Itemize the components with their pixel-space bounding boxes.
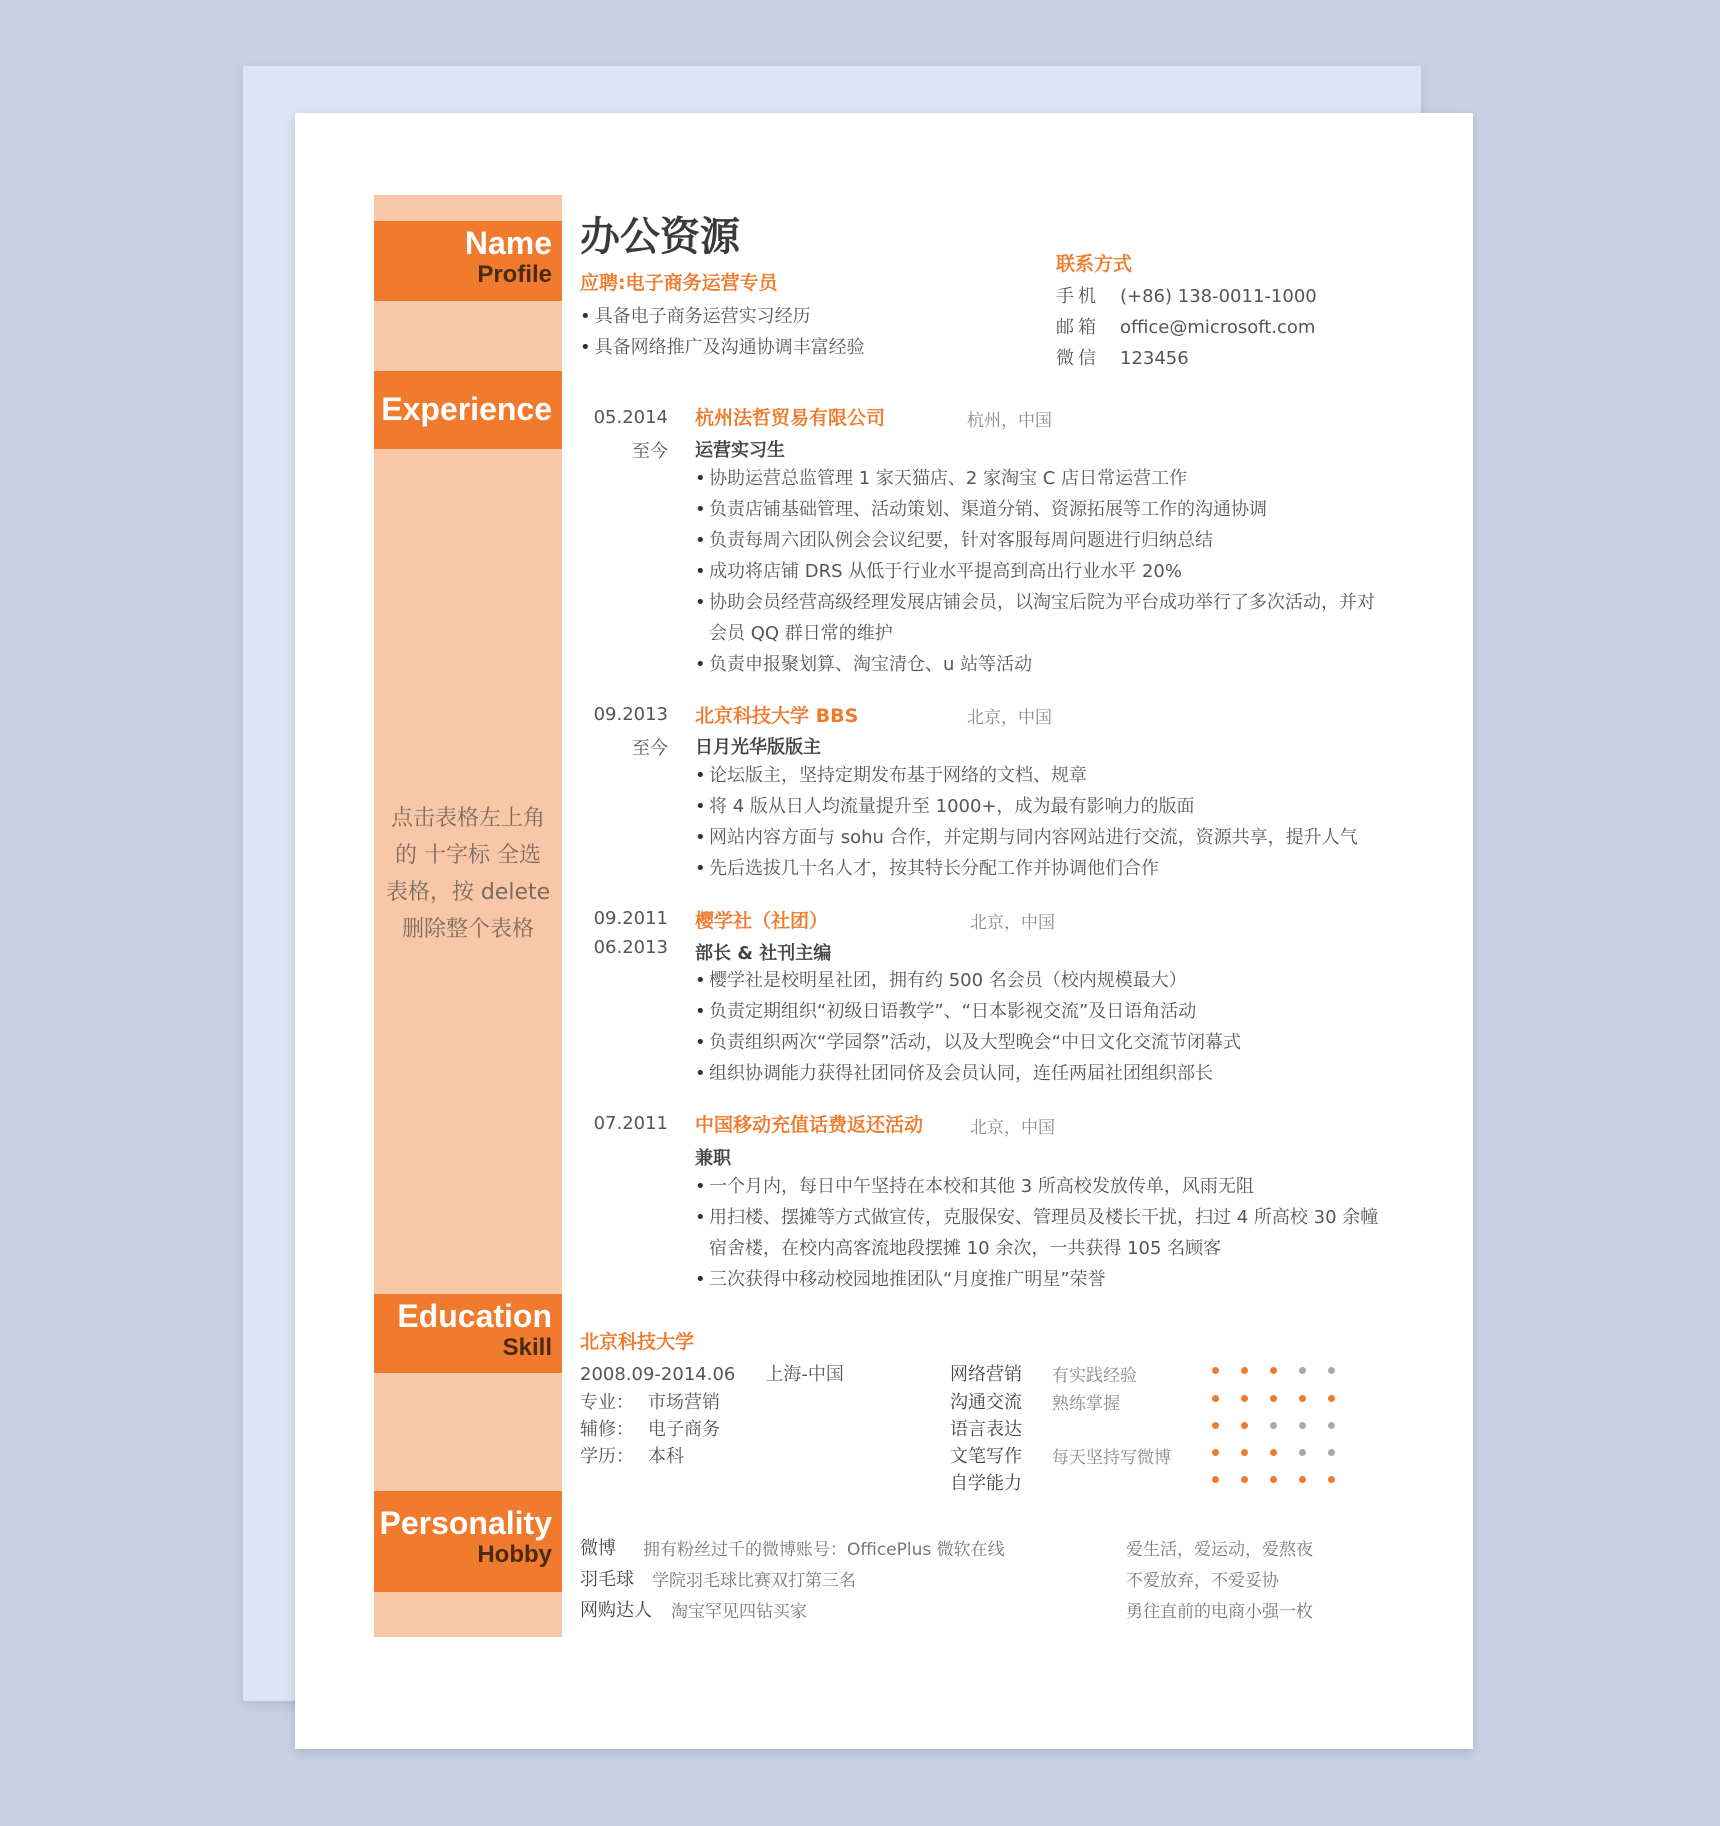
exp-bullet-text: 协助运营总监管理 1 家天猫店、2 家淘宝 C 店日常运营工作 — [709, 468, 1188, 489]
skill-name: 沟通交流 — [950, 1392, 1022, 1413]
exp-bullet-text: 负责申报聚划算、淘宝清仓、u 站等活动 — [709, 654, 1033, 675]
contact-label: 微信 — [1056, 348, 1100, 369]
highlight-text: 具备网络推广及沟通协调丰富经验 — [594, 337, 865, 358]
exp-bullet — [695, 587, 1385, 649]
tag-personality-label: Personality — [379, 1505, 552, 1541]
rating-dot-filled — [1212, 1367, 1219, 1374]
rating-dot-filled — [1212, 1476, 1219, 1483]
skill-name: 网络营销 — [950, 1364, 1022, 1385]
rating-dot-empty — [1328, 1449, 1335, 1456]
exp-bullet-text: 三次获得中移动校园地推团队“月度推广明星”荣誉 — [709, 1269, 1106, 1290]
bullet-dot: • — [695, 592, 706, 613]
exp-bullet — [695, 1171, 1385, 1202]
exp-bullet-text: 樱学社是校明星社团，拥有约 500 名会员（校内规模最大） — [709, 970, 1187, 991]
rating-dot-filled — [1212, 1449, 1219, 1456]
section-tag-name-profile — [374, 221, 562, 301]
exp-bullet-text: 先后选拔几十名人才，按其特长分配工作并协调他们合作 — [709, 858, 1159, 879]
section-tag-personality-hobby — [374, 1491, 562, 1592]
hobby-desc: 淘宝罕见四钻买家 — [671, 1602, 807, 1622]
edu-value: 市场营销 — [648, 1392, 720, 1413]
section-tag-experience — [374, 371, 562, 449]
contact-value[interactable]: (+86) 138-0011-1000 — [1120, 286, 1317, 307]
exp-bullet-text: 负责组织两次“学园祭”活动，以及大型晚会“中日文化交流节闭幕式 — [709, 1032, 1241, 1053]
exp-org: 杭州法哲贸易有限公司 — [695, 407, 886, 429]
side-note-line: 表格，按 delete — [385, 880, 551, 905]
exp-bullet-text: 论坛版主，坚持定期发布基于网络的文档、规章 — [709, 765, 1087, 786]
exp-role: 运营实习生 — [695, 440, 785, 461]
exp-bullet — [695, 996, 1385, 1027]
exp-bullet — [695, 1058, 1385, 1089]
highlight-item — [580, 333, 865, 359]
hobby-desc: 学院羽毛球比赛双打第三名 — [652, 1571, 856, 1591]
rating-dot-filled — [1212, 1422, 1219, 1429]
bullet-dot: • — [695, 1032, 706, 1053]
exp-location: 杭州，中国 — [967, 411, 1052, 431]
exp-bullet — [695, 1202, 1385, 1264]
highlight-text: 具备电子商务运营实习经历 — [594, 306, 811, 327]
contact-wechat — [1056, 344, 1189, 370]
edu-row — [580, 1415, 720, 1441]
rating-dot-filled — [1299, 1395, 1306, 1402]
bullet-dot: • — [695, 970, 706, 991]
edu-label: 辅修： — [580, 1419, 634, 1440]
exp-bullet — [695, 649, 1385, 680]
rating-dot-filled — [1270, 1367, 1277, 1374]
hobby-name: 网购达人 — [580, 1600, 652, 1621]
bullet-dot: • — [695, 530, 706, 551]
bullet-dot: • — [580, 306, 591, 327]
hobby-desc: 拥有粉丝过千的微博账号：OfficePlus 微软在线 — [643, 1540, 1005, 1560]
exp-org: 中国移动充值话费返还活动 — [695, 1114, 924, 1136]
bullet-dot: • — [695, 1207, 706, 1228]
exp-bullet — [695, 494, 1385, 525]
tag-hobby-label: Hobby — [477, 1541, 552, 1568]
rating-dot-filled — [1270, 1395, 1277, 1402]
exp-bullet-text: 成功将店铺 DRS 从低于行业水平提高到高出行业水平 20% — [709, 561, 1182, 582]
exp-date-start: 09.2013 — [593, 704, 668, 725]
rating-dot-filled — [1241, 1395, 1248, 1402]
edu-place: 上海-中国 — [765, 1364, 844, 1385]
rating-dot-empty — [1299, 1422, 1306, 1429]
section-tag-education-skill — [374, 1294, 562, 1373]
exp-org: 北京科技大学 BBS — [695, 705, 859, 727]
exp-bullet — [695, 525, 1385, 556]
exp-bullet-text: 组织协调能力获得社团同侪及会员认同，连任两届社团组织部长 — [709, 1063, 1213, 1084]
skill-desc: 有实践经验 — [1052, 1366, 1137, 1386]
rating-dot-filled — [1270, 1449, 1277, 1456]
rating-dot-filled — [1328, 1476, 1335, 1483]
rating-dot-empty — [1328, 1367, 1335, 1374]
contact-title: 联系方式 — [1056, 253, 1133, 275]
rating-dot-filled — [1212, 1395, 1219, 1402]
personality-line: 爱生活，爱运动，爱熬夜 — [1126, 1540, 1313, 1560]
exp-bullet — [695, 965, 1385, 996]
exp-date-end: 06.2013 — [593, 937, 668, 958]
side-note-line: 删除整个表格 — [401, 917, 534, 942]
skill-name: 自学能力 — [950, 1473, 1022, 1494]
contact-email — [1056, 313, 1315, 339]
edu-period-row — [580, 1360, 844, 1386]
candidate-name: 办公资源 — [580, 214, 740, 260]
edu-row — [580, 1442, 684, 1468]
bullet-dot: • — [695, 1269, 706, 1290]
edu-school: 北京科技大学 — [580, 1331, 695, 1353]
exp-date-end: 至今 — [632, 441, 668, 462]
tag-experience-label: Experience — [381, 391, 552, 427]
tag-skill-label: Skill — [502, 1334, 552, 1361]
edu-label: 专业： — [580, 1392, 634, 1413]
exp-date-end: 至今 — [632, 738, 668, 759]
contact-value[interactable]: 123456 — [1120, 348, 1189, 369]
bullet-dot: • — [695, 1176, 706, 1197]
exp-location: 北京，中国 — [967, 708, 1052, 728]
edu-label: 学历： — [580, 1446, 634, 1467]
side-note-line: 的 十字标 全选 — [395, 843, 541, 868]
bullet-dot: • — [580, 337, 591, 358]
tag-education-label: Education — [397, 1298, 552, 1334]
exp-bullet — [695, 1264, 1385, 1295]
exp-bullet — [695, 556, 1385, 587]
bullet-dot: • — [695, 499, 706, 520]
bullet-dot: • — [695, 468, 706, 489]
rating-dot-empty — [1299, 1367, 1306, 1374]
rating-dot-empty — [1328, 1422, 1335, 1429]
exp-bullet-text: 负责店铺基础管理、活动策划、渠道分销、资源拓展等工作的沟通协调 — [709, 499, 1267, 520]
rating-dot-empty — [1299, 1449, 1306, 1456]
rating-dot-filled — [1241, 1367, 1248, 1374]
bullet-dot: • — [695, 796, 706, 817]
exp-date-start: 09.2011 — [593, 908, 668, 929]
rating-dot-filled — [1241, 1422, 1248, 1429]
contact-label: 手机 — [1056, 286, 1100, 307]
bullet-dot: • — [695, 561, 706, 582]
exp-location: 北京，中国 — [970, 913, 1055, 933]
edu-period: 2008.09-2014.06 — [580, 1364, 736, 1385]
apply-position: 应聘:电子商务运营专员 — [580, 272, 778, 294]
edu-row — [580, 1388, 720, 1414]
side-note — [380, 800, 556, 948]
exp-bullet — [695, 1027, 1385, 1058]
rating-dot-filled — [1241, 1449, 1248, 1456]
hobby-name: 微博 — [580, 1538, 616, 1559]
exp-bullet — [695, 463, 1385, 494]
exp-bullet-text: 负责每周六团队例会会议纪要，针对客服每周问题进行归纳总结 — [709, 530, 1213, 551]
skill-desc: 熟练掌握 — [1052, 1394, 1120, 1414]
bullet-dot: • — [695, 827, 706, 848]
exp-bullet — [695, 791, 1385, 822]
edu-value: 本科 — [648, 1446, 684, 1467]
exp-bullet-text: 负责定期组织“初级日语教学”、“日本影视交流”及日语角活动 — [709, 1001, 1197, 1022]
bullet-dot: • — [695, 1063, 706, 1084]
exp-role: 日月光华版版主 — [695, 737, 821, 758]
contact-label: 邮箱 — [1056, 317, 1100, 338]
personality-line: 不爱放弃，不爱妥协 — [1126, 1571, 1279, 1591]
exp-date-start: 05.2014 — [593, 407, 668, 428]
bullet-dot: • — [695, 858, 706, 879]
exp-org: 樱学社（社团） — [695, 910, 829, 932]
rating-dot-filled — [1241, 1476, 1248, 1483]
exp-location: 北京，中国 — [970, 1118, 1055, 1138]
rating-dot-empty — [1270, 1422, 1277, 1429]
hobby-name: 羽毛球 — [580, 1569, 634, 1590]
skill-name: 文笔写作 — [950, 1446, 1022, 1467]
exp-bullet-text: 协助会员经营高级经理发展店铺会员，以淘宝后院为平台成功举行了多次活动，并对会员 QQ 群日常的维护 — [709, 592, 1375, 644]
skill-desc: 每天坚持写微博 — [1052, 1448, 1171, 1468]
exp-bullet-text: 一个月内，每日中午坚持在本校和其他 3 所高校发放传单，风雨无阻 — [709, 1176, 1254, 1197]
skill-name: 语言表达 — [950, 1419, 1022, 1440]
contact-value[interactable]: office@microsoft.com — [1120, 317, 1316, 338]
rating-dot-filled — [1328, 1395, 1335, 1402]
exp-bullet-text: 将 4 版从日人均流量提升至 1000+，成为最有影响力的版面 — [709, 796, 1195, 817]
personality-line: 勇往直前的电商小强一枚 — [1126, 1602, 1313, 1622]
exp-role: 兼职 — [695, 1148, 731, 1169]
exp-bullet-text: 用扫楼、摆摊等方式做宣传，克服保安、管理员及楼长干扰，扫过 4 所高校 30 余幢宿舍楼，在校内高客流地段摆摊 10 余次，一共获得 105 名顾客 — [709, 1207, 1379, 1259]
rating-dot-filled — [1270, 1476, 1277, 1483]
bullet-dot: • — [695, 765, 706, 786]
side-note-line: 点击表格左上角 — [390, 806, 545, 831]
exp-bullet — [695, 760, 1385, 791]
exp-bullet — [695, 822, 1385, 853]
exp-bullet-text: 网站内容方面与 sohu 合作，并定期与同内容网站进行交流，资源共享，提升人气 — [709, 827, 1358, 848]
tag-profile-label: Profile — [477, 261, 552, 288]
rating-dot-filled — [1299, 1476, 1306, 1483]
tag-name-label: Name — [464, 225, 552, 261]
highlight-item — [580, 302, 811, 328]
exp-bullet — [695, 853, 1385, 884]
exp-date-start: 07.2011 — [593, 1113, 668, 1134]
contact-phone — [1056, 282, 1317, 308]
edu-value: 电子商务 — [648, 1419, 720, 1440]
exp-role: 部长 & 社刊主编 — [695, 943, 832, 964]
bullet-dot: • — [695, 654, 706, 675]
bullet-dot: • — [695, 1001, 706, 1022]
